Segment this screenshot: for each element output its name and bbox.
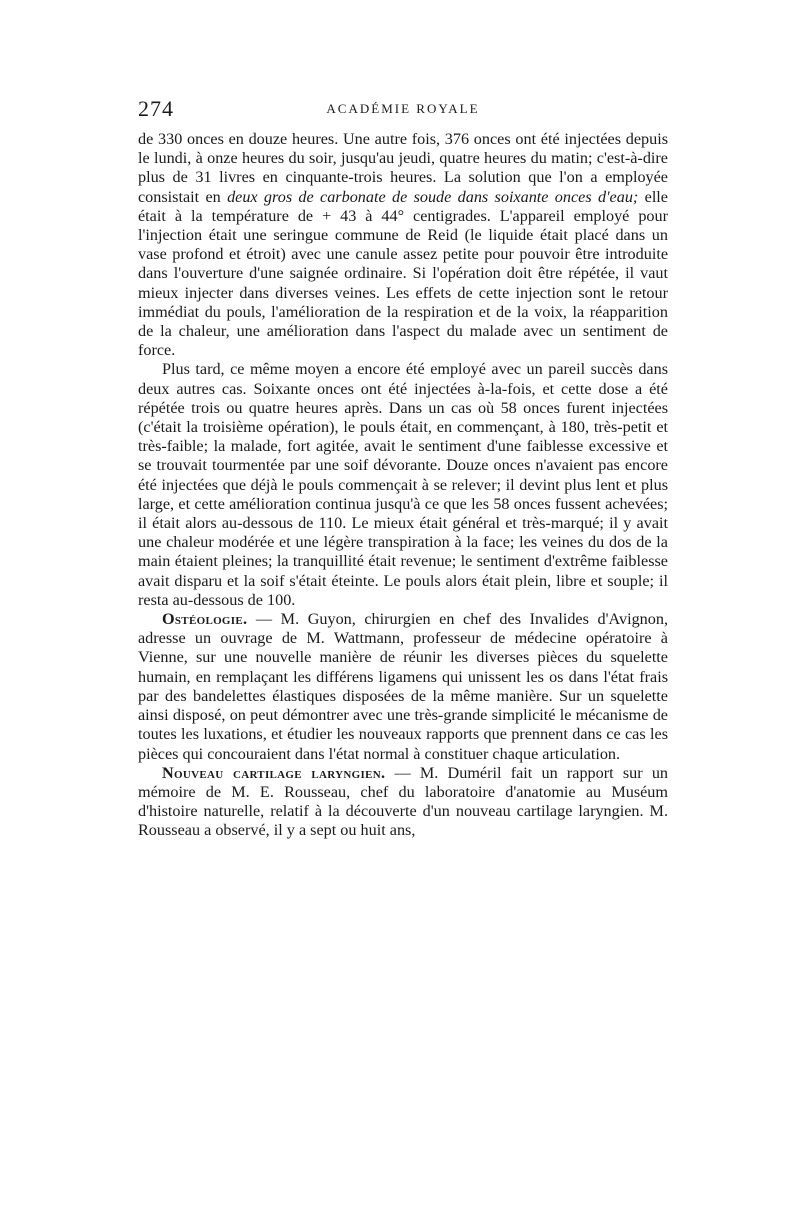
paragraph-text: elle était à la température de + 43 à 44° centigrades. L'appareil employé pour l'injection était une seringue commune de Reid (le liquide était placé dans un vase profond et étroit) avec une canule assez petite pour pouvoir être introduite dans l'ouverture d'une saignée ordinaire. Si l'opération doit être répétée, il vaut mieux injecter dans diverses veines. Les effets de cette injection sont le retour immédiat du pouls, l'amélioration de la respiration et de la voix, la réapparition de la chaleur, une amélioration dans l'aspect du malade avec un sentiment de force. — [138, 187, 668, 360]
paragraph-injection-continued — [138, 130, 668, 360]
page-number: 274 — [138, 96, 174, 121]
paragraph-later-cases — [138, 360, 668, 610]
paragraph-cartilage-laryngien — [138, 764, 668, 841]
running-head: ACADÉMIE ROYALE — [326, 101, 480, 116]
paragraph-text: — M. Duméril fait un rapport sur un mémoire de M. E. Rousseau, chef du laboratoire d'anatomie au Muséum d'histoire naturelle, relatif à la découverte d'un nouveau cartilage laryngien. M. Rousseau a observé, il y a sept ou huit ans, — [138, 763, 669, 840]
body-text — [138, 130, 668, 841]
paragraph-text: de 330 onces en douze heures. Une autre fois, 376 onces ont été injectées depuis le lundi, à onze heures du soir, jusqu'au jeudi, quatre heures du matin; c'est-à-dire plus de 31 livres en cinquante-trois heures. La solution que l'on a employée consistait en — [138, 130, 668, 206]
book-page — [138, 96, 668, 841]
section-heading-cartilage: Nouveau cartilage laryngien. — [162, 763, 386, 782]
paragraph-osteologie — [138, 610, 668, 764]
section-heading-osteologie: Ostéologie. — [162, 610, 248, 629]
page-header — [138, 96, 668, 130]
italic-phrase: deux gros de carbonate de soude dans soixante onces d'eau; — [227, 187, 639, 206]
paragraph-text: Plus tard, ce même moyen a encore été employé avec un pareil succès dans deux autres cas. Soixante onces ont été injectées à-la-fois, et cette dose a été répétée trois ou quatre heures après. Dans un cas où 58 onces furent injectées (c'était la troisième opération), le pouls était, en commençant, à 180, très-petit et très-faible; la malade, fort agitée, avait le sentiment d'une faiblesse excessive et se trouvait tourmentée par une soif dévorante. Douze onces n'avaient pas encore été injectées que déjà le pouls commençait à se relever; il devint plus lent et plus large, et cette amélioration continua jusqu'à ce que les 58 onces fussent achevées; il était alors au-dessous de 110. Le mieux était général et très-marqué; il y avait une chaleur modérée et une légère transpiration à la face; les veines du dos de la main étaient pleines; la tranquillité était revenue; le sentiment d'extrême faiblesse avait disparu et la soif s'était éteinte. Le pouls alors était plein, libre et souple; il resta au-dessous de 100. — [138, 360, 668, 609]
paragraph-text: — M. Guyon, chirurgien en chef des Invalides d'Avignon, adresse un ouvrage de M. Wattmann, professeur de médecine opératoire à Vienne, sur une nouvelle manière de réunir les diverses pièces du squelette humain, en remplaçant les différens ligamens qui unissent les os dans l'état frais par des bandelettes élastiques disposées de la même manière. Sur un squelette ainsi disposé, on peut démontrer avec une très-grande simplicité le mécanisme de toutes les luxations, et étudier les nouveaux rapports que prennent dans ce cas les pièces qui concouraient dans l'état normal à constituer chaque articulation. — [138, 610, 668, 763]
